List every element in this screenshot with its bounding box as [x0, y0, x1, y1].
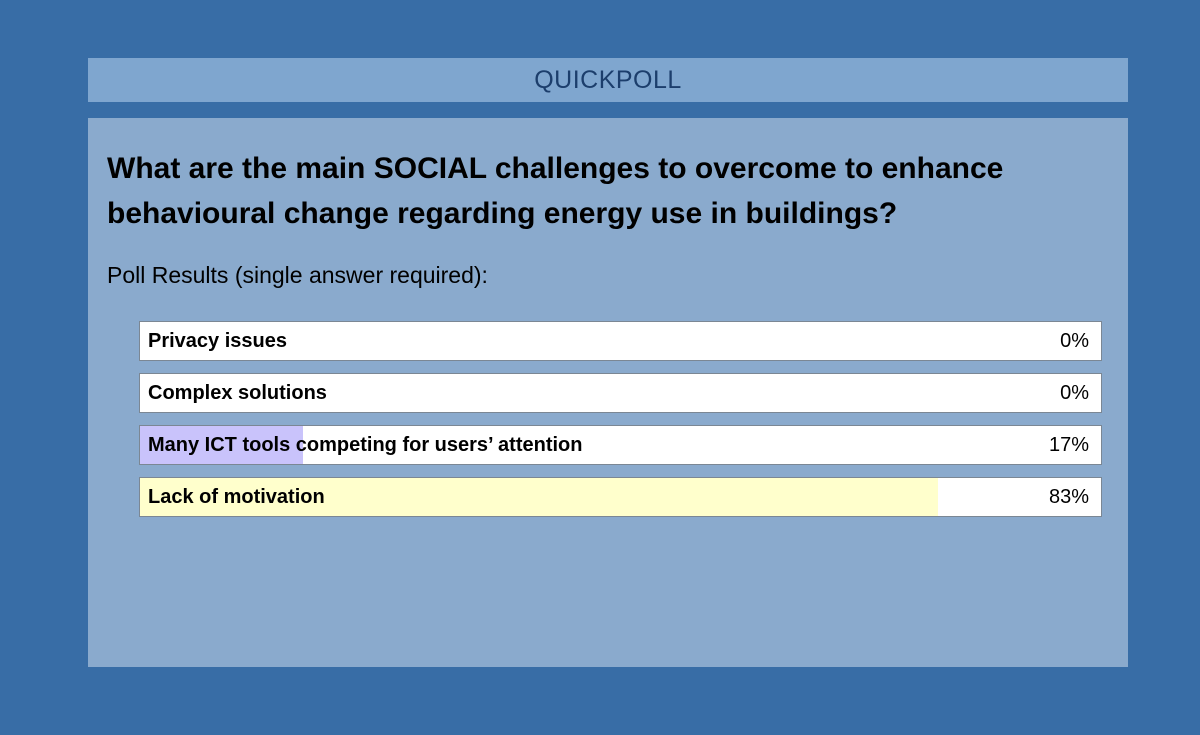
- result-percent: 17%: [1048, 434, 1089, 456]
- quickpoll-header: [88, 58, 1128, 102]
- result-label: Privacy issues: [148, 330, 287, 352]
- poll-results-subtitle: Poll Results (single answer required):: [107, 262, 488, 288]
- result-label: Lack of motivation: [148, 486, 325, 508]
- result-row-many-ict-tools: [139, 425, 1102, 465]
- result-row-privacy-issues: [139, 321, 1102, 361]
- result-row-lack-of-motivation: [139, 477, 1102, 517]
- result-percent: 83%: [1048, 486, 1089, 508]
- poll-question: What are the main SOCIAL challenges to overcome to enhance behavioural change regarding energy use in buildings?: [107, 152, 1004, 230]
- poll-panel: [88, 118, 1128, 667]
- poll-results-list: [139, 321, 1102, 529]
- result-percent: 0%: [1060, 330, 1089, 352]
- result-percent: 0%: [1060, 382, 1089, 404]
- header-title: QUICKPOLL: [534, 65, 682, 94]
- result-label: Many ICT tools competing for users’ attention: [148, 434, 583, 456]
- result-label: Complex solutions: [148, 382, 327, 404]
- result-row-complex-solutions: [139, 373, 1102, 413]
